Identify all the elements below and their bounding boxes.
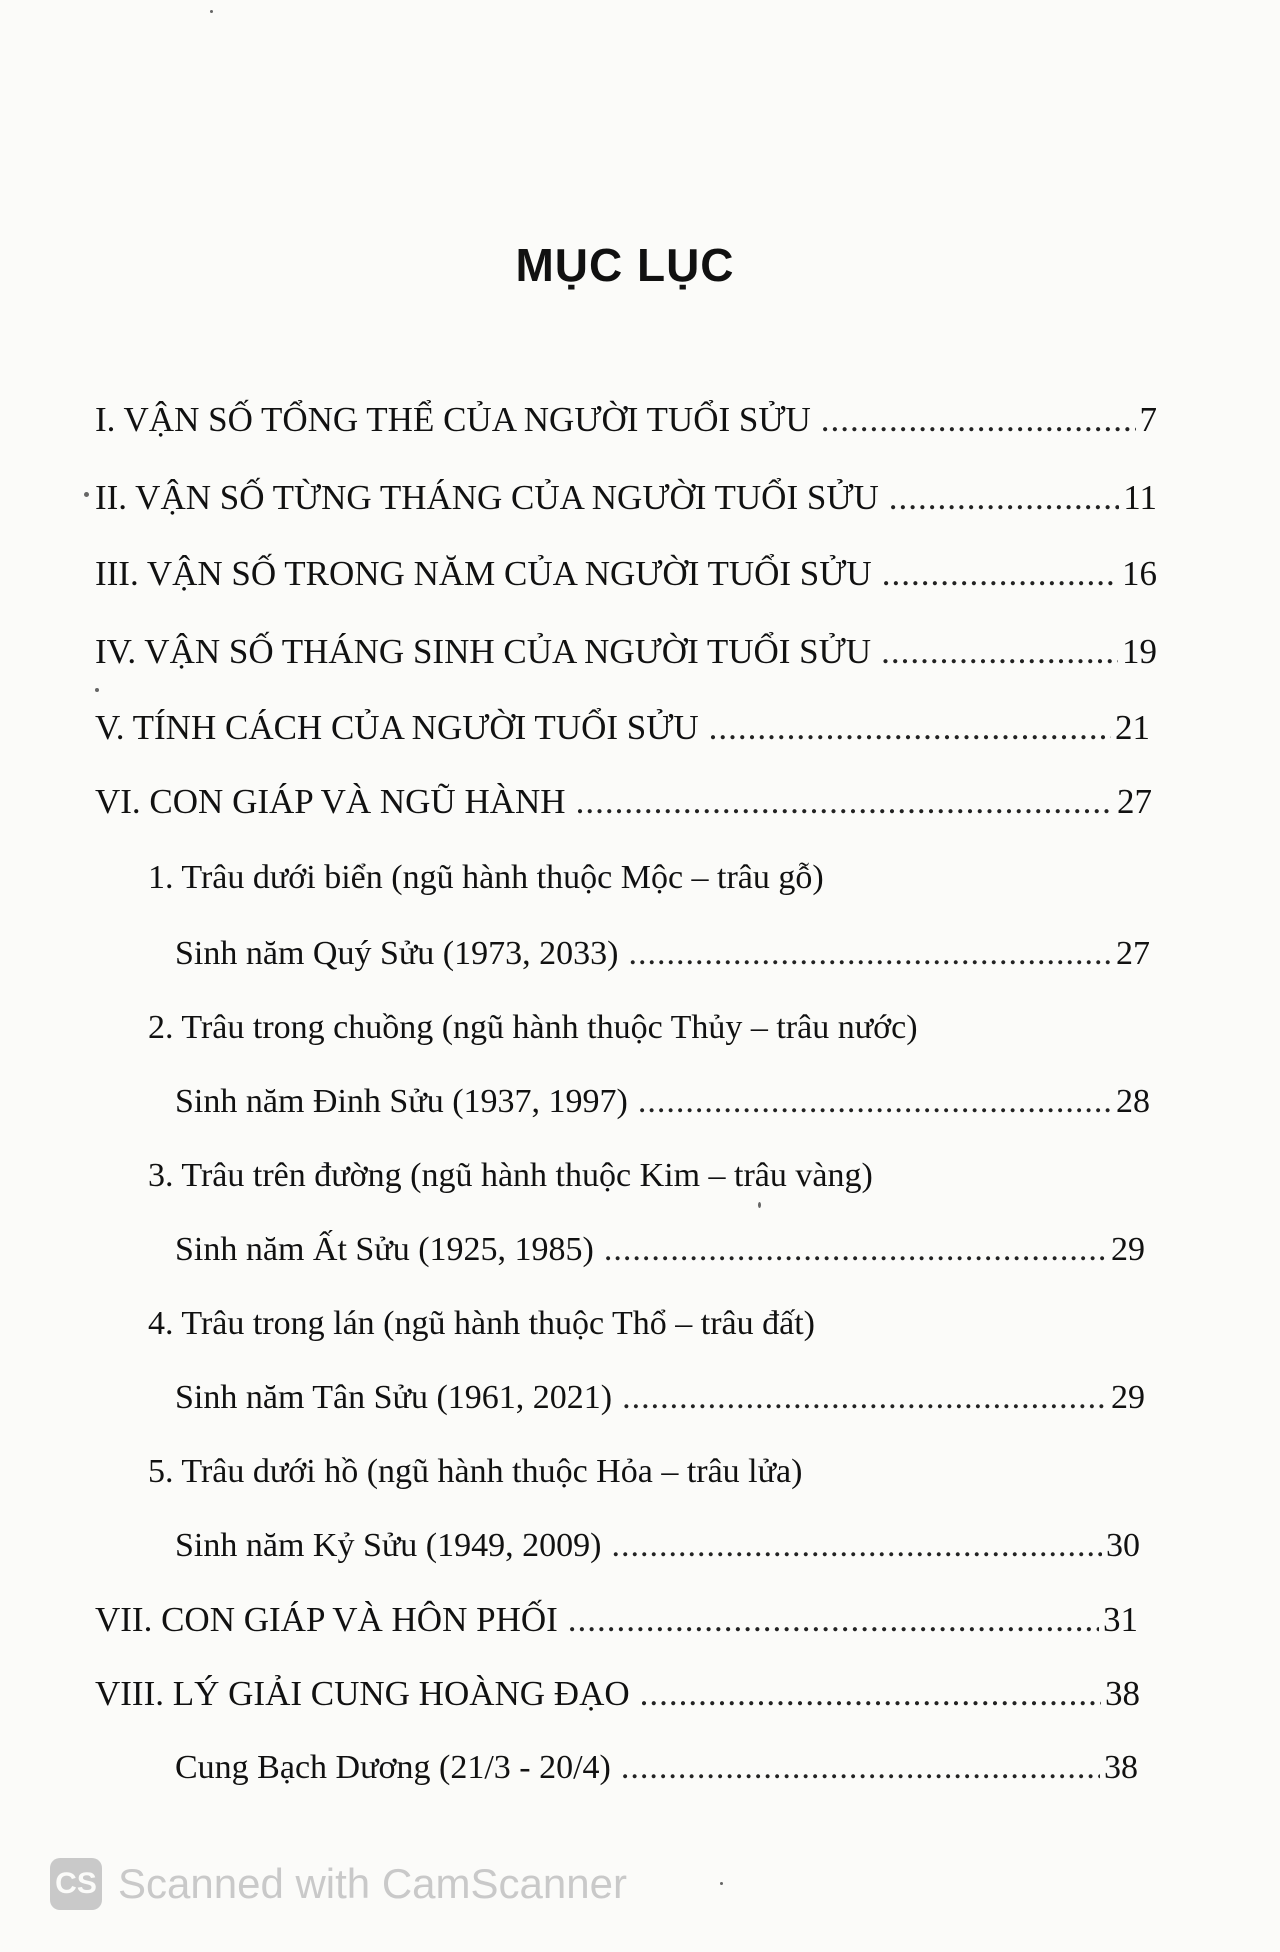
page-title: MỤC LỤC [515,239,735,291]
toc-entry-label: 2. Trâu trong chuồng (ngũ hành thuộc Thủy – trâu nước) [148,1009,918,1046]
toc-entry-page: 27 [1116,935,1150,972]
toc-entry-label: 1. Trâu dưới biển (ngũ hành thuộc Mộc – trâu gỗ) [148,859,824,896]
toc-entry-3 [95,552,1157,596]
toc-subentry-1 [175,932,1150,976]
toc-leader-dots [628,932,1112,976]
toc-subentry-heading-4 [148,1302,1148,1346]
toc-entry-7 [95,1598,1138,1642]
toc-entry-page: 30 [1106,1527,1140,1564]
toc-entry-label: III. VẬN SỐ TRONG NĂM CỦA NGƯỜI TUỔI SỬU [95,554,872,593]
scan-speck [720,1882,723,1885]
scan-speck [84,492,89,497]
camscanner-logo-icon: CS [50,1858,102,1910]
toc-entry-8 [95,1672,1140,1716]
toc-leader-dots [882,552,1118,596]
toc-subentry-heading-3 [148,1154,1148,1198]
toc-subentry-heading-5 [148,1450,1148,1494]
toc-leader-dots [889,476,1120,520]
toc-entry-label: V. TÍNH CÁCH CỦA NGƯỜI TUỔI SỬU [95,708,699,747]
toc-entry-page: 28 [1116,1083,1150,1120]
toc-entry-page: 11 [1123,478,1157,517]
toc-entry-label: Sinh năm Đinh Sửu (1937, 1997) [175,1083,628,1120]
toc-entry-page: 16 [1122,554,1157,593]
toc-entry-page: 27 [1117,782,1152,821]
toc-entry-2 [95,476,1157,520]
toc-entry-label: 3. Trâu trên đường (ngũ hành thuộc Kim – trâu vàng) [148,1157,873,1194]
toc-subentry-2 [175,1080,1150,1124]
toc-leader-dots [622,1376,1107,1420]
toc-leader-dots [604,1228,1107,1272]
toc-leader-dots [568,1598,1099,1642]
toc-entry-label: 5. Trâu dưới hồ (ngũ hành thuộc Hỏa – trâu lửa) [148,1453,803,1490]
toc-entry-label: VI. CON GIÁP VÀ NGŨ HÀNH [95,782,566,821]
toc-leader-dots [611,1524,1102,1568]
toc-entry-page: 29 [1111,1231,1145,1268]
toc-leader-dots [821,398,1136,442]
toc-entry-page: 19 [1122,632,1157,671]
watermark-text: Scanned with CamScanner [118,1860,627,1907]
toc-entry-label: VII. CON GIÁP VÀ HÔN PHỐI [95,1600,558,1639]
toc-entry-page: 38 [1105,1674,1140,1713]
toc-entry-4 [95,630,1157,674]
toc-entry-5 [95,706,1150,750]
toc-subentry-heading-2 [148,1006,1148,1050]
scan-speck [95,688,99,692]
camscanner-watermark [50,1858,627,1910]
toc-subentry-5 [175,1524,1140,1568]
toc-entry-page: 38 [1104,1749,1138,1786]
toc-entry-label: IV. VẬN SỐ THÁNG SINH CỦA NGƯỜI TUỔI SỬU [95,632,872,671]
toc-entry-label: VIII. LÝ GIẢI CUNG HOÀNG ĐẠO [95,1674,630,1713]
toc-entry-1 [95,398,1157,442]
toc-entry-label: Sinh năm Kỷ Sửu (1949, 2009) [175,1527,602,1564]
toc-entry-label: Sinh năm Tân Sửu (1961, 2021) [175,1379,613,1416]
toc-entry-label: Cung Bạch Dương (21/3 - 20/4) [175,1749,611,1786]
toc-entry-page: 31 [1103,1600,1138,1639]
toc-leader-dots [881,630,1118,674]
toc-subentry-3 [175,1228,1145,1272]
toc-entry-label: II. VẬN SỐ TỪNG THÁNG CỦA NGƯỜI TUỔI SỬU [95,478,879,517]
toc-leader-dots [638,1080,1112,1124]
toc-subentry-4 [175,1376,1145,1420]
toc-subentry-6 [175,1746,1138,1790]
toc-subentry-heading-1 [148,856,1148,900]
toc-leader-dots [640,1672,1101,1716]
toc-entry-label: Sinh năm Ất Sửu (1925, 1985) [175,1231,594,1268]
toc-entry-page: 7 [1139,400,1157,439]
toc-leader-dots [576,780,1113,824]
toc-leader-dots [621,1746,1100,1790]
toc-entry-label: I. VẬN SỐ TỔNG THỂ CỦA NGƯỜI TUỔI SỬU [95,400,811,439]
toc-leader-dots [709,706,1111,750]
scan-speck [210,10,213,13]
toc-entry-label: Sinh năm Quý Sửu (1973, 2033) [175,935,619,972]
toc-entry-label: 4. Trâu trong lán (ngũ hành thuộc Thổ – trâu đất) [148,1305,816,1342]
toc-entry-page: 29 [1111,1379,1145,1416]
toc-entry-page: 21 [1115,708,1150,747]
toc-entry-6 [95,780,1152,824]
scan-speck [758,1202,761,1208]
